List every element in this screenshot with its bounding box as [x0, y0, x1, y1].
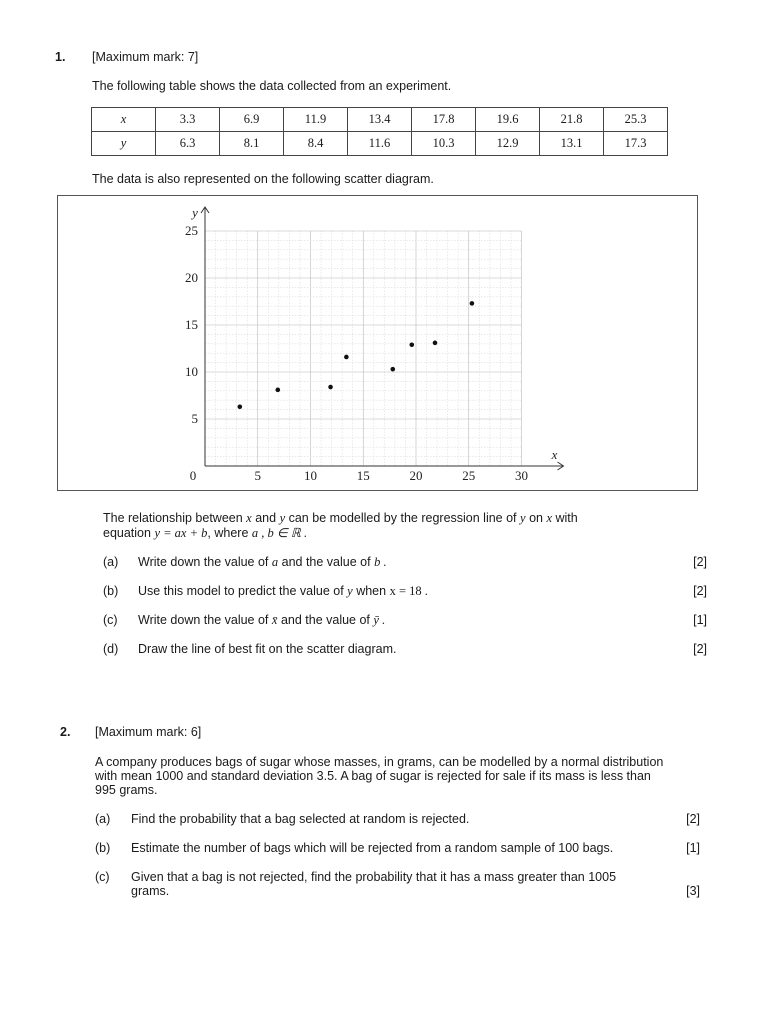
x-tick-label: 15 — [356, 468, 370, 483]
table-row-x — [92, 108, 668, 132]
table-cell: 13.4 — [348, 108, 412, 132]
y-tick-label: 5 — [191, 411, 198, 426]
question-1-intro: The following table shows the data collected from an experiment. — [92, 79, 452, 93]
q2-part-a-mark: [2] — [686, 812, 700, 826]
q1-part-d-mark: [2] — [693, 642, 707, 656]
y-tick-label: 15 — [185, 317, 198, 332]
table-row-y — [92, 132, 668, 156]
relationship-statement-line2: equation y = ax + b, where a , b ∈ ℝ . — [103, 526, 308, 540]
x-tick-label: 20 — [409, 468, 423, 483]
table-cell: 19.6 — [476, 108, 540, 132]
table-cell: 17.3 — [604, 132, 668, 156]
regression-equation: y = ax + b — [154, 526, 208, 540]
origin-label: 0 — [189, 468, 197, 483]
question-1-max-mark: [Maximum mark: 7] — [92, 50, 199, 64]
y-tick-label: 10 — [185, 364, 198, 379]
q2-part-b-mark: [1] — [686, 841, 700, 855]
q2-part-b-text: Estimate the number of bags which will be rejected from a random sample of 100 bags. — [131, 841, 614, 855]
y-tick-label: 25 — [185, 223, 198, 238]
q1-part-d-text: Draw the line of best fit on the scatter diagram. — [138, 642, 397, 656]
data-point — [433, 341, 438, 346]
q1-part-a-mark: [2] — [693, 555, 707, 569]
x-tick-label: 5 — [254, 468, 261, 483]
data-point — [275, 388, 280, 393]
question-2-max-mark: [Maximum mark: 6] — [95, 725, 202, 739]
q1-part-c-label: (c) — [103, 613, 118, 627]
table-header-x: x — [92, 108, 156, 132]
q1-part-b-mark: [2] — [693, 584, 707, 598]
q1-part-b-label: (b) — [103, 584, 119, 598]
question-2-number: 2. — [60, 725, 71, 739]
table-cell: 21.8 — [540, 108, 604, 132]
data-point — [409, 342, 414, 347]
data-point — [344, 355, 349, 360]
q1-part-d-label: (d) — [103, 642, 119, 656]
scatter-diagram — [58, 196, 697, 490]
table-cell: 17.8 — [412, 108, 476, 132]
table-cell: 3.3 — [156, 108, 220, 132]
table-header-y: y — [92, 132, 156, 156]
data-point — [470, 301, 475, 306]
q1-part-a-label: (a) — [103, 555, 119, 569]
x-tick-label: 30 — [515, 468, 528, 483]
q2-part-c-text: Given that a bag is not rejected, find the probability that it has a mass greater than 1005 grams. — [131, 870, 617, 898]
table-cell: 25.3 — [604, 108, 668, 132]
table-cell: 8.1 — [220, 132, 284, 156]
x-axis-label: x — [551, 447, 558, 462]
y-axis-label: y — [192, 205, 198, 220]
question-1-number: 1. — [55, 50, 66, 64]
data-point — [390, 367, 395, 372]
q2-part-c-mark: [3] — [686, 884, 700, 898]
y-tick-label: 20 — [185, 270, 198, 285]
table-cell: 12.9 — [476, 132, 540, 156]
q2-part-a-label: (a) — [95, 812, 111, 826]
q1-part-b-text: Use this model to predict the value of y when x = 18 . — [138, 584, 428, 598]
table-cell: 10.3 — [412, 132, 476, 156]
relationship-statement-line1: The relationship between x and y can be modelled by the regression line of y on x with — [103, 511, 578, 525]
data-table — [91, 107, 668, 156]
q1-part-c-mark: [1] — [693, 613, 707, 627]
data-point — [328, 385, 333, 390]
q2-part-b-label: (b) — [95, 841, 111, 855]
x-tick-label: 10 — [304, 468, 317, 483]
table-cell: 8.4 — [284, 132, 348, 156]
q1-part-a-text: Write down the value of a and the value of b . — [138, 555, 387, 569]
table-cell: 13.1 — [540, 132, 604, 156]
data-point — [238, 404, 243, 409]
q1-part-c-text: Write down the value of x̄ and the value of ȳ . — [138, 613, 386, 627]
table-cell: 6.3 — [156, 132, 220, 156]
table-cell: 11.9 — [284, 108, 348, 132]
scatter-intro: The data is also represented on the following scatter diagram. — [92, 172, 434, 186]
q2-part-c-label: (c) — [95, 870, 110, 884]
x-tick-label: 25 — [462, 468, 476, 483]
table-cell: 11.6 — [348, 132, 412, 156]
q2-part-a-text: Find the probability that a bag selected at random is rejected. — [131, 812, 470, 826]
scatter-diagram-frame — [57, 195, 698, 491]
table-cell: 6.9 — [220, 108, 284, 132]
question-2-intro: A company produces bags of sugar whose masses, in grams, can be modelled by a normal distribution with mean 1000 and standard deviation 3.5. A bag of sugar is rejected for sale if its mass is less than 995 grams. — [95, 755, 664, 797]
